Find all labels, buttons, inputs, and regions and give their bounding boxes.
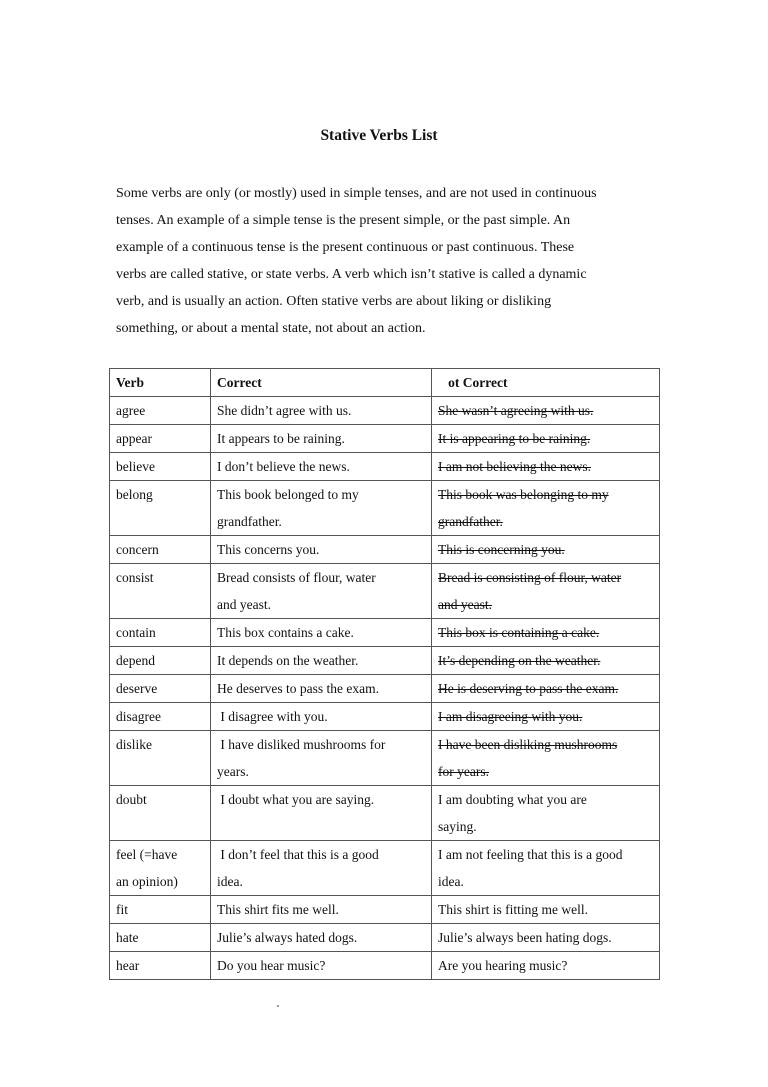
intro-line: verb, and is usually an action. Often stative verbs are about liking or disliking: [116, 294, 552, 309]
cell-text: This book was belonging to my: [438, 487, 609, 502]
incorrect-cell: [432, 481, 660, 536]
cell-text: Bread is consisting of flour, water: [438, 570, 622, 585]
cell-text: I don’t believe the news.: [217, 459, 350, 474]
table-row: [110, 647, 660, 675]
cell-text: I disagree with you.: [217, 709, 328, 724]
table-row: [110, 481, 660, 536]
cell-text: an opinion): [116, 874, 178, 889]
incorrect-cell: [432, 703, 660, 731]
cell-text: hate: [116, 930, 139, 945]
intro-paragraph: [116, 180, 656, 342]
table-row: [110, 703, 660, 731]
cell-text: grandfather.: [217, 514, 282, 529]
correct-cell: [211, 536, 432, 564]
cell-text: grandfather.: [438, 514, 503, 529]
cell-text: feel (=have: [116, 847, 178, 862]
verb-cell: [110, 896, 211, 924]
table-row: [110, 841, 660, 896]
incorrect-cell: [432, 397, 660, 425]
cell-text: concern: [116, 542, 159, 557]
cell-text: for years.: [438, 764, 489, 779]
incorrect-cell: [432, 425, 660, 453]
cell-text: It appears to be raining.: [217, 431, 345, 446]
correct-cell: [211, 703, 432, 731]
intro-line: tenses. An example of a simple tense is the present simple, or the past simple. An: [116, 213, 571, 228]
correct-cell: [211, 896, 432, 924]
verb-cell: [110, 397, 211, 425]
table-header-row: [110, 369, 660, 397]
verb-cell: [110, 703, 211, 731]
cell-text: believe: [116, 459, 155, 474]
cell-text: Are you hearing music?: [438, 958, 568, 973]
cell-text: This box is containing a cake.: [438, 625, 600, 640]
cell-text: disagree: [116, 709, 161, 724]
cell-text: This box contains a cake.: [217, 625, 354, 640]
incorrect-cell: [432, 453, 660, 481]
cell-text: consist: [116, 570, 154, 585]
cell-text: It’s depending on the weather.: [438, 653, 601, 668]
verb-cell: [110, 564, 211, 619]
cell-text: dislike: [116, 737, 152, 752]
header-not-correct: ot Correct: [432, 369, 660, 397]
cell-text: I am not believing the news.: [438, 459, 591, 474]
cell-text: I doubt what you are saying.: [217, 792, 375, 807]
intro-line: verbs are called stative, or state verbs. A verb which isn’t stative is called a dynamic: [116, 267, 587, 282]
table-row: [110, 786, 660, 841]
incorrect-cell: [432, 924, 660, 952]
cell-text: deserve: [116, 681, 158, 696]
verb-cell: [110, 731, 211, 786]
correct-cell: [211, 425, 432, 453]
cell-text: idea.: [217, 874, 243, 889]
cell-text: He deserves to pass the exam.: [217, 681, 379, 696]
cell-text: idea.: [438, 874, 464, 889]
incorrect-cell: [432, 647, 660, 675]
cell-text: and yeast.: [438, 597, 492, 612]
cell-text: contain: [116, 625, 156, 640]
incorrect-cell: [432, 841, 660, 896]
incorrect-cell: [432, 564, 660, 619]
cell-text: fit: [116, 902, 128, 917]
cell-text: agree: [116, 403, 146, 418]
incorrect-cell: [432, 536, 660, 564]
intro-line: example of a continuous tense is the present continuous or past continuous. These: [116, 240, 575, 255]
table-row: [110, 896, 660, 924]
verb-cell: [110, 619, 211, 647]
incorrect-cell: [432, 675, 660, 703]
table-row: [110, 453, 660, 481]
incorrect-cell: [432, 731, 660, 786]
cell-text: I have been disliking mushrooms: [438, 737, 618, 752]
verb-cell: [110, 481, 211, 536]
correct-cell: [211, 786, 432, 841]
verb-cell: [110, 425, 211, 453]
cell-text: I am disagreeing with you.: [438, 709, 583, 724]
cell-text: I don’t feel that this is a good: [217, 847, 379, 862]
page-title: Stative Verbs List: [320, 127, 438, 144]
page-mark: [277, 1005, 279, 1007]
table-row: [110, 536, 660, 564]
cell-text: appear: [116, 431, 152, 446]
table-row: [110, 564, 660, 619]
cell-text: hear: [116, 958, 140, 973]
cell-text: belong: [116, 487, 153, 502]
verb-cell: [110, 453, 211, 481]
table-row: [110, 425, 660, 453]
table-row: [110, 619, 660, 647]
correct-cell: [211, 841, 432, 896]
verb-cell: [110, 647, 211, 675]
header-verb: Verb: [110, 369, 211, 397]
table-row: [110, 731, 660, 786]
cell-text: I am not feeling that this is a good: [438, 847, 623, 862]
table-row: [110, 924, 660, 952]
correct-cell: [211, 675, 432, 703]
correct-cell: [211, 619, 432, 647]
table-row: [110, 675, 660, 703]
verb-cell: [110, 952, 211, 980]
cell-text: This book belonged to my: [217, 487, 359, 502]
correct-cell: [211, 481, 432, 536]
incorrect-cell: [432, 952, 660, 980]
correct-cell: [211, 924, 432, 952]
header-correct: Correct: [211, 369, 432, 397]
intro-line: something, or about a mental state, not about an action.: [116, 321, 426, 336]
correct-cell: [211, 952, 432, 980]
correct-cell: [211, 731, 432, 786]
cell-text: Julie’s always been hating dogs.: [438, 930, 612, 945]
cell-text: It depends on the weather.: [217, 653, 359, 668]
verb-cell: [110, 675, 211, 703]
verb-cell: [110, 924, 211, 952]
cell-text: and yeast.: [217, 597, 271, 612]
table-row: [110, 952, 660, 980]
cell-text: She didn’t agree with us.: [217, 403, 352, 418]
cell-text: Bread consists of flour, water: [217, 570, 376, 585]
correct-cell: [211, 647, 432, 675]
verb-cell: [110, 536, 211, 564]
verb-cell: [110, 786, 211, 841]
cell-text: saying.: [438, 819, 477, 834]
cell-text: It is appearing to be raining.: [438, 431, 591, 446]
cell-text: depend: [116, 653, 155, 668]
cell-text: This shirt is fitting me well.: [438, 902, 588, 917]
correct-cell: [211, 453, 432, 481]
cell-text: He is deserving to pass the exam.: [438, 681, 619, 696]
correct-cell: [211, 564, 432, 619]
verb-cell: [110, 841, 211, 896]
stative-verbs-table: [109, 368, 660, 980]
cell-text: years.: [217, 764, 249, 779]
cell-text: Julie’s always hated dogs.: [217, 930, 358, 945]
cell-text: This shirt fits me well.: [217, 902, 339, 917]
table-body: [110, 397, 660, 980]
incorrect-cell: [432, 786, 660, 841]
table-row: [110, 397, 660, 425]
cell-text: This concerns you.: [217, 542, 320, 557]
correct-cell: [211, 397, 432, 425]
cell-text: I am doubting what you are: [438, 792, 587, 807]
cell-text: Do you hear music?: [217, 958, 326, 973]
cell-text: doubt: [116, 792, 147, 807]
incorrect-cell: [432, 619, 660, 647]
incorrect-cell: [432, 896, 660, 924]
cell-text: I have disliked mushrooms for: [217, 737, 386, 752]
intro-line: Some verbs are only (or mostly) used in simple tenses, and are not used in continuous: [116, 186, 597, 201]
cell-text: This is concerning you.: [438, 542, 565, 557]
cell-text: She wasn’t agreeing with us.: [438, 403, 594, 418]
